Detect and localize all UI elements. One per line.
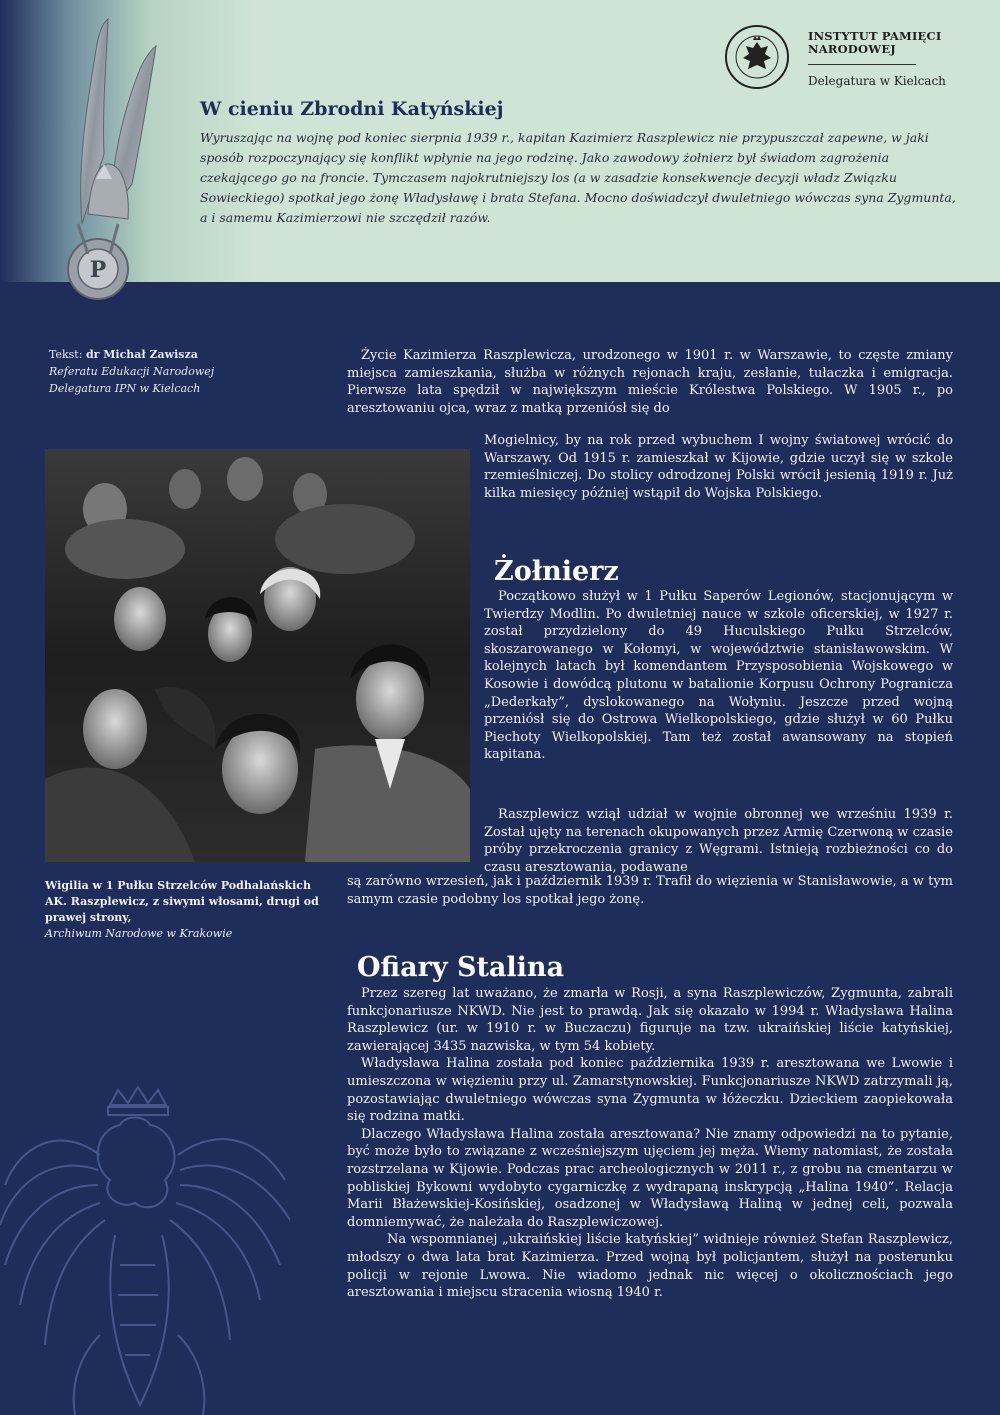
author-department: Referatu Edukacji Narodowej xyxy=(49,365,215,378)
credit-label: Tekst: xyxy=(49,348,86,361)
ipn-seal-icon xyxy=(724,24,790,90)
victims-paragraph-1: Przez szereg lat uważano, że zmarła w Rosji, a syna Raszplewiczów, Zygmunta, zabrali funkcjonariusze NKWD. Nie jest to prawdą. Jak się okazało w 1994 r. Władysława Halina Raszplewicz (ur. w 1910 r. w Buczaczu) figuruje na tzw. ukraińskiej liście katyńskiej, zawierającej 3435 nazwiska, w tym 54 kobiety. xyxy=(347,986,953,1054)
branch-name: Delegatura w Kielcach xyxy=(808,74,946,88)
author-credit xyxy=(49,346,329,397)
photo-caption xyxy=(45,878,330,942)
crowned-eagle-icon xyxy=(0,1085,290,1415)
caption-source: Archiwum Narodowe w Krakowie xyxy=(45,927,233,940)
logo-divider xyxy=(808,64,916,65)
lead-paragraph: Wyruszając na wojnę pod koniec sierpnia 1939 r., kapitan Kazimierz Raszplewicz nie przypuszczał zapewne, w jaki sposób rozpoczynający się konflikt wpłynie na jego rodzinę. Jako zawodowy żołnierz był świadom zagrożenia czekającego go na froncie. Tymczasem najokrutniejszy los (a w zasadzie konsekwencje decyzji władz Związku Sowieckiego) spotkał jego żonę Władysławę i brata Stefana. Mocno doświadczył dwuletniego wówczas syna Zygmunta, a i samemu Kazimierzowi nie szczędził razów. xyxy=(200,130,956,225)
author-name: dr Michał Zawisza xyxy=(85,348,198,361)
archival-photograph xyxy=(45,449,470,862)
soldier-paragraph-2a: Raszplewicz wziął udział w wojnie obronnej we wrześniu 1939 r. Został ujęty na terenach okupowanych przez Armię Czerwoną w czasie próby przekroczenia granicy z Węgrami. Istnieją rozbieżności co do czasu aresztowania, podawane xyxy=(484,807,953,875)
caption-text: Wigilia w 1 Pułku Strzelców Podhalańskich AK. Raszplewicz, z siwymi włosami, drugi od prawej strony, xyxy=(45,879,319,924)
intro-paragraph-b: Mogielnicy, by na rok przed wybuchem I wojny światowej wrócić do Warszawy. Od 1915 r. zamieszkał w Kijowie, gdzie uczył się w szkole rzemieślniczej. Do stolicy odrodzonej Polski wrócił jesienią 1919 r. Już kilka miesięcy później wstąpił do Wojska Polskiego. xyxy=(484,433,953,501)
victims-paragraph-4: Na wspomnianej „ukraińskiej liście katyńskiej” widnieje również Stefan Raszplewicz, młodszy o dwa lata brat Kazimierza. Przed wojną był policjantem, służył na posterunku policji w rejonie Lwowa. Nie wiadomo jednak nic więcej o okolicznościach jego aresztowania i miejscu stracenia wiosną 1940 r. xyxy=(347,1232,953,1301)
svg-text:P: P xyxy=(89,257,107,283)
section-heading-victims: Ofiary Stalina xyxy=(357,952,565,983)
header-banner xyxy=(0,0,1000,282)
victims-paragraph-3: Dlaczego Władysława Halina została aresztowana? Nie znamy odpowiedzi na to pytanie, być może było to związane z wcześniejszym ujęciem jej męża. Wiemy natomiast, że została rozstrzelana w Kijowie. Podczas prac archeologicznych w 2011 r., z grobu na cmentarzu w pobliskiej Bykowni wydobyto cygarniczkę z wydrapaną inskrypcją „Halina 1940”. Relacja Marii Błażewskiej-Kosińskiej, osadzonej w Władysławą Haliną w jednej celi, pozwala domniemywać, że należała do Raszplewiczowej. xyxy=(347,1126,953,1230)
section-heading-soldier: Żołnierz xyxy=(494,556,619,587)
page-title: W cieniu Zbrodni Katyńskiej xyxy=(200,98,504,120)
eagle-wings-badge-icon xyxy=(52,14,162,314)
soldier-paragraph-1: Początkowo służył w 1 Pułku Saperów Legionów, stacjonującym w Twierdzy Modlin. Po dwuletniej nauce w szkole oficerskiej, w 1927 r. został przydzielony do 49 Huculskiego Pułku Strzelców, skoszarowanego w Kołomyi, w województwie stanisławowskim. W kolejnych latach był komendantem Przysposobienia Wojskowego w Kosowie i dowódcą plutonu w batalionie Korpusu Ochrony Pogranicza „Dederkały”, dyslokowanego na Wołyniu. Jeszcze przed wojną przeniósł się do Ostrowa Wielkopolskiego, gdzie służył w 60 Pułku Piechoty Wielkopolskiej. Tam też został awansowany na stopień kapitana. xyxy=(484,589,953,763)
victims-section-body xyxy=(347,985,953,1302)
victims-paragraph-2: Władysława Halina została pod koniec października 1939 r. aresztowana we Lwowie i umieszczona w więzieniu przy ul. Zamarstynowskiej. Funkcjonariusze NKWD zatrzymali ją, pozostawiając dwuletniego wówczas syna Zygmunta w łóżeczku. Dzieckiem zaopiekowała się rodzina matki. xyxy=(347,1056,953,1125)
soldier-paragraph-2b: są zarówno wrzesień, jak i październik 1939 r. Trafił do więzienia w Stanisławowie, a w tym samym czasie podobny los spotkał jego żonę. xyxy=(347,874,953,907)
author-branch: Delegatura IPN w Kielcach xyxy=(49,382,201,395)
institution-name: INSTYTUT PAMIĘCI NARODOWEJ xyxy=(808,29,942,56)
ipn-logo xyxy=(724,24,964,96)
intro-paragraph-a: Życie Kazimierza Raszplewicza, urodzonego w 1901 r. w Warszawie, to częste zmiany miejsca zamieszkania, służba w różnych rejonach kraju, zesłanie, tułaczka i emigracja. Pierwsze lata spędził w największym mieście Królestwa Polskiego. W 1905 r., po aresztowaniu ojca, wraz z matką przeniósł się do xyxy=(347,348,953,416)
